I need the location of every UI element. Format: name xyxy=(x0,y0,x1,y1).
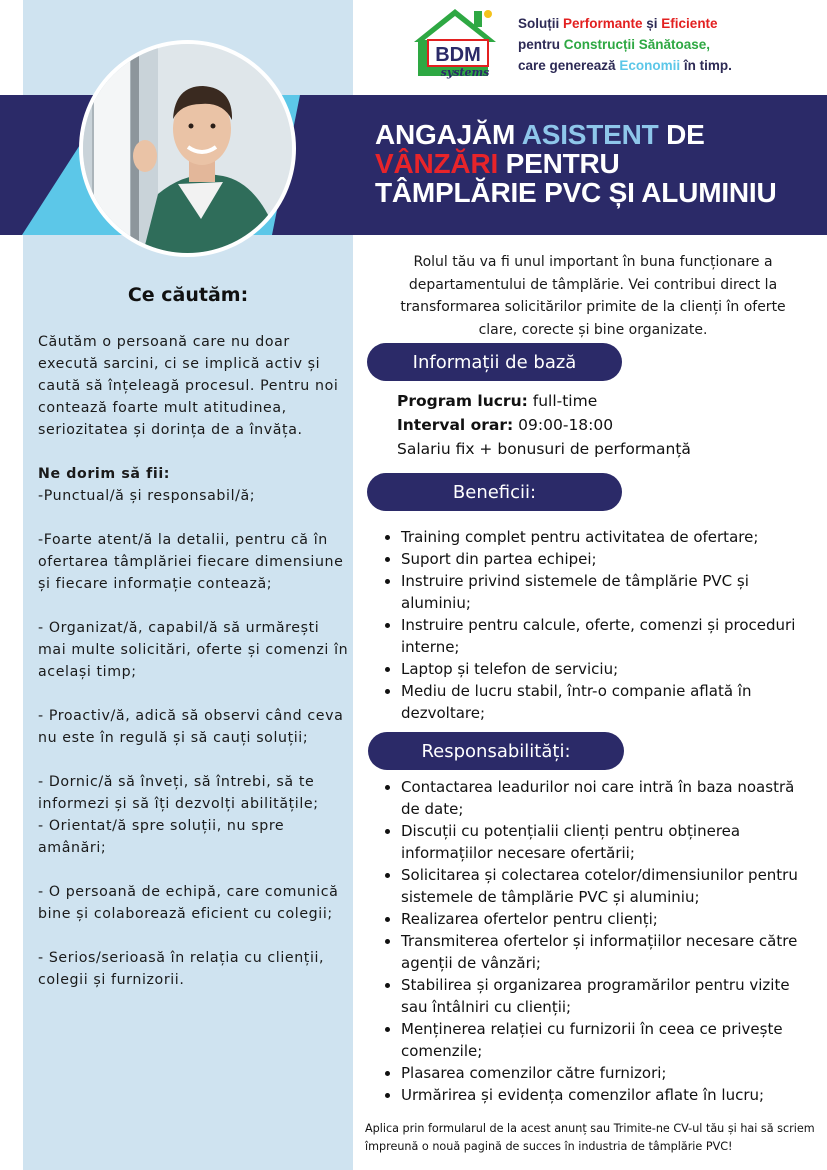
what-we-look-for-title: Ce căutăm: xyxy=(127,284,249,306)
responsibility-item: • Urmărirea și evidența comenzilor aflate în lucru; xyxy=(401,1084,811,1106)
candidate-profile xyxy=(38,331,350,991)
responsibility-item: • Stabilirea și organizarea programărilor pentru vizite sau întâlniri cu clienții; xyxy=(401,974,811,1018)
benefit-item: • Mediu de lucru stabil, într-o companie aflată în dezvoltare; xyxy=(401,680,811,724)
basic-info xyxy=(397,389,691,461)
profile-subtitle: Ne dorim să fii: xyxy=(38,466,171,482)
program-label: Program lucru: xyxy=(397,392,528,410)
trait-item: - Dornic/ă să înveți, să întrebi, să te informezi și să îți dezvolți abilitățile; xyxy=(38,774,319,812)
responsibility-item: • Menținerea relației cu furnizorii în ceea ce privește comenzile; xyxy=(401,1018,811,1062)
logo-subtext: systems xyxy=(440,66,490,79)
responsibility-item: • Discuții cu potențialii clienți pentru obținerea informațiilor necesare ofertării; xyxy=(401,820,811,864)
responsibility-item: • Transmiterea ofertelor și informațiilor necesare către agenții de vânzări; xyxy=(401,930,811,974)
responsibilities-heading: Responsabilități: xyxy=(368,732,624,770)
company-tagline: Soluții Performante și Eficiente pentru Construcții Sănătoase, care generează Economii în timp. xyxy=(518,16,732,73)
responsibility-item: • Realizarea ofertelor pentru clienți; xyxy=(401,908,811,930)
responsibility-item: • Contactarea leadurilor noi care intră în baza noastră de date; xyxy=(401,776,811,820)
salary-info: Salariu fix + bonusuri de performanță xyxy=(397,440,691,458)
apply-call-to-action: Aplica prin formularul de la acest anunț sau Trimite-ne CV-ul tău și hai să scriem împreună o nouă pagină de succes în industria de tâmplărie PVC! xyxy=(365,1122,815,1153)
trait-item: -Foarte atent/ă la detalii, pentru că în ofertarea tâmplăriei fiecare dimensiune și fiecare informație contează; xyxy=(38,532,344,592)
logo-text: BDM xyxy=(435,44,481,66)
trait-item: - Proactiv/ă, adică să observi când ceva nu este în regulă și să cauți soluții; xyxy=(38,708,344,746)
trait-item: - Organizat/ă, capabil/ă să urmărești mai multe solicitări, oferte și comenzi în același timp; xyxy=(38,620,349,680)
role-intro: Rolul tău va fi unul important în buna funcționare a departamentului de tâmplărie. Vei contribui direct la transformarea solicitărilor primite de la clienți în oferte clare, corecte și bine organizate. xyxy=(400,254,786,338)
benefit-item: • Laptop și telefon de serviciu; xyxy=(401,658,811,680)
responsibility-item: • Solicitarea și colectarea cotelor/dimensiunilor pentru sistemele de tâmplărie PVC și aluminiu; xyxy=(401,864,811,908)
basic-info-heading: Informații de bază xyxy=(367,343,622,381)
benefit-item: • Suport din partea echipei; xyxy=(401,548,811,570)
interval-label: Interval orar: xyxy=(397,416,514,434)
program-value: full-time xyxy=(527,392,598,410)
responsibilities-list xyxy=(383,776,811,1106)
benefits-heading: Beneficii: xyxy=(367,473,622,511)
benefit-item: • Instruire privind sistemele de tâmplărie PVC și aluminiu; xyxy=(401,570,811,614)
profile-intro: Căutăm o persoană care nu doar execută sarcini, ci se implică activ și caută să înțeleagă procesul. Pentru noi contează foarte mult atitudinea, seriozitatea și dorința de a învăța. xyxy=(38,334,339,438)
trait-item: - O persoană de echipă, care comunică bine și colaborează eficient cu colegii; xyxy=(38,884,339,922)
trait-item: -Punctual/ă și responsabil/ă; xyxy=(38,488,256,504)
bdm-systems-logo xyxy=(410,6,505,80)
benefit-item: • Instruire pentru calcule, oferte, comenzi și proceduri interne; xyxy=(401,614,811,658)
man-opening-window-photo xyxy=(79,40,296,257)
responsibility-item: • Plasarea comenzilor către furnizori; xyxy=(401,1062,811,1084)
trait-item: - Orientat/ă spre soluții, nu spre amânări; xyxy=(38,818,285,856)
benefits-list xyxy=(383,526,811,724)
job-headline: ANGAJĂM ASISTENT DE VÂNZĂRI PENTRU TÂMPLĂRIE PVC ȘI ALUMINIU xyxy=(375,119,777,208)
trait-item: - Serios/serioasă în relația cu clienții, colegii și furnizorii. xyxy=(38,950,325,988)
interval-value: 09:00-18:00 xyxy=(513,416,614,434)
benefit-item: • Training complet pentru activitatea de ofertare; xyxy=(401,526,811,548)
